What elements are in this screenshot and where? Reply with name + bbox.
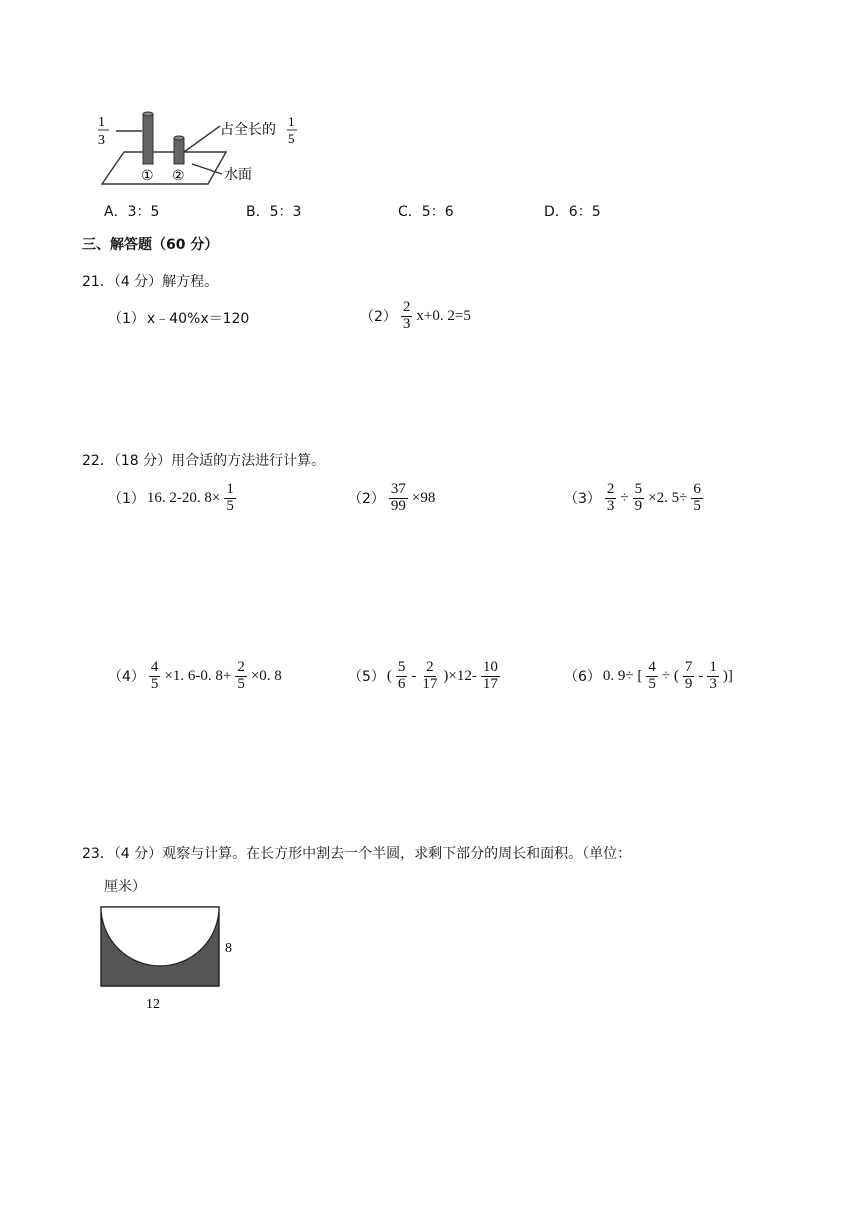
left-frac-num: 1 xyxy=(98,115,105,130)
water-surface-plane xyxy=(102,152,226,184)
right-frac-den: 5 xyxy=(288,131,295,146)
q22-heading: 22．（18 分）用合适的方法进行计算。 xyxy=(82,453,326,469)
left-frac-den: 3 xyxy=(98,133,105,148)
choice-d: D．6：5 xyxy=(544,204,601,220)
rod-1-label: ① xyxy=(141,169,154,184)
q22-part5: （5） ( $\frac{5}{6}$ - $\frac{2}{17}$ )×12- $\frac{10}{17}$ xyxy=(348,659,498,692)
rods-in-water-figure xyxy=(98,104,308,188)
width-label: 12 xyxy=(146,997,160,1012)
q21-heading: 21．（4 分）解方程。 xyxy=(82,274,219,290)
q21-part2: （2） $\frac{2}{3}$ x+0. 2=5 xyxy=(360,299,471,332)
q22-part3: （3） $\frac{2}{3}$ ÷ $\frac{5}{9}$ ×2. 5÷ $\frac{6}{5}$ xyxy=(564,481,701,514)
right-frac-num: 1 xyxy=(288,114,295,129)
choice-a: A．3：5 xyxy=(104,204,160,220)
q22-part6: （6） 0. 9÷ [ $\frac{4}{5}$ ÷ ( $\frac{7}{9}$ - $\frac{1}{3}$ )] xyxy=(564,659,733,692)
q23-heading: 23．（4 分）观察与计算。在长方形中割去一个半圆，求剩下部分的周长和面积。（单位： xyxy=(82,846,632,862)
right-label: 占全长的 xyxy=(220,123,276,138)
q21-part1: （1） x﹣40%x＝120 xyxy=(108,311,250,327)
q22-part4: （4） $\frac{4}{5}$ ×1. 6-0. 8+ $\frac{2}{5}$ ×0. 8 xyxy=(108,659,282,692)
q22-part1: （1） 16. 2-20. 8× $\frac{1}{5}$ xyxy=(108,481,234,514)
q23-heading-cont: 厘米） xyxy=(104,879,146,895)
choice-c: C．5：6 xyxy=(398,204,454,220)
water-label: 水面 xyxy=(224,168,252,183)
q22-part2: （2） $\frac{37}{99}$ ×98 xyxy=(348,481,436,514)
choice-b: B．5：3 xyxy=(246,204,302,220)
rod-2 xyxy=(174,138,184,164)
section-title: 三、解答题（60 分） xyxy=(82,237,219,253)
rectangle-semicircle-figure xyxy=(98,904,248,1016)
rod-2-label: ② xyxy=(172,169,185,184)
height-label: 8 xyxy=(225,941,232,956)
rod-1 xyxy=(143,114,153,164)
